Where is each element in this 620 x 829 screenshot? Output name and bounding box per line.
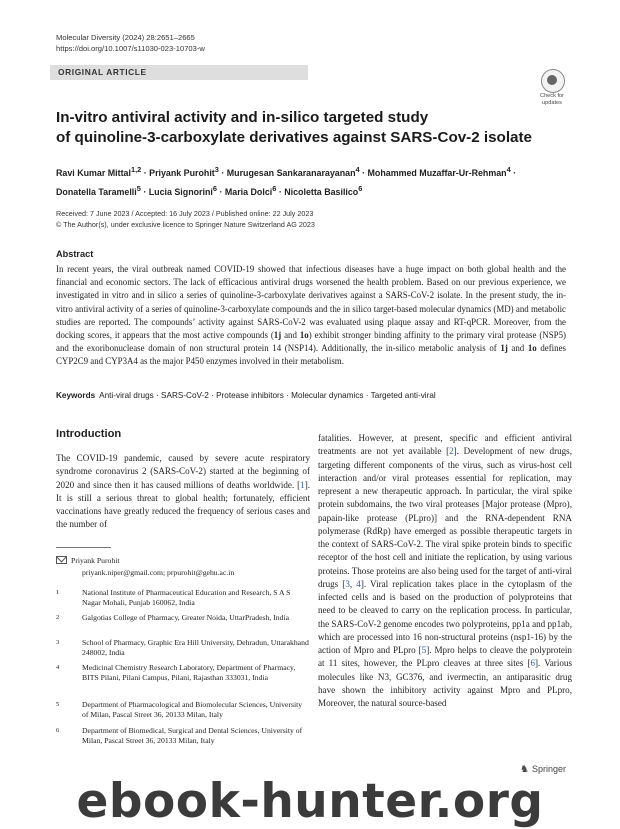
author[interactable]: · Lucia Signorini (140, 187, 213, 198)
citation-link[interactable]: 3 (345, 578, 350, 589)
affiliation-6: 6 Department of Biomedical, Surgical and Dental Sciences, University of Milan, Pascal Street 36, 20133 Milan, Italy (56, 726, 303, 746)
citation-link[interactable]: 4 (356, 578, 361, 589)
affiliation-2: 2 Galgotias College of Pharmacy, Greater Noida, UttarPradesh, India (56, 613, 289, 622)
keywords-text: Anti-viral drugs · SARS-CoV-2 · Protease inhibitors · Molecular dynamics · Targeted anti-viral (99, 391, 436, 400)
citation-link[interactable]: 2 (449, 446, 454, 457)
check-updates-icon (541, 69, 565, 93)
article-title (56, 108, 536, 147)
author[interactable]: Ravi Kumar Mittal (56, 167, 131, 178)
introduction-heading: Introduction (56, 428, 122, 440)
author[interactable]: · Maria Dolci (216, 187, 273, 198)
copyright-notice: © The Author(s), under exclusive licence to Springer Nature Switzerland AG 2023 (56, 219, 315, 229)
check-updates-label: Check for updates (540, 93, 564, 106)
corresponding-author: Priyank Purohit (71, 556, 120, 565)
footnote-divider (56, 547, 111, 548)
journal-citation: Molecular Diversity (2024) 28:2651–2665 (56, 33, 195, 42)
introduction-left-column: The COVID-19 pandemic, caused by severe acute respiratory syndrome coronavirus 2 (SARS-CoV-2) started at the beginning of 2020 and since then it has caused millions of deaths worldwide. [1]. It is still a serious threat to global health; fortunately, efficient vaccinations have greatly reduced the frequency of serious cases and the number of (56, 453, 310, 530)
citation-link[interactable]: 5 (421, 645, 427, 655)
springer-horse-icon: ♞ (520, 764, 529, 775)
check-for-updates-badge[interactable] (536, 69, 568, 109)
section-label: ORIGINAL ARTICLE (58, 67, 147, 77)
affiliation-4: 4 Medicinal Chemistry Research Laboratory, Department of Pharmacy, BITS Pilani, Pilani Campus, Pilani, Rajasthan 333031, India (56, 663, 296, 683)
correspondence (56, 555, 234, 578)
title-line-1: In-vitro antiviral activity and in-silico targeted study (56, 109, 429, 126)
journal-header (56, 33, 205, 54)
abstract-heading: Abstract (56, 249, 94, 259)
author[interactable]: Donatella Taramelli (56, 187, 137, 198)
publication-dates (56, 209, 315, 230)
introduction-right-column: fatalities. However, at present, specific and efficient antiviral treatments are not yet available [2]. Development of new drugs, targeting different components of the virus, such as virus-host cell interaction and/or viral proteases essential for replication, may represent a new therapeutic approach. In particular, the viral spike protein subdomains, the two viral proteases [Major protease (Mpro), papain-like protease (PLpro)] and the RNA-dependent RNA polymerase (RdRp) have emerged as possible therapeutic targets in the context of SARS-CoV-2. The viral spike protein binds to specific receptor of the host cell and initiate the replication, by using various proteins. Those proteins are also being used for the target of anti-viral drugs [3, 4]. Viral replication takes place in the cytoplasm of the infected cells and is based on the production of polyproteins that need to be cleaved to carry on the replication process. In particular, the SARS-CoV-2 genome encodes two polyproteins, pp1a and pp1ab, which are processed into 16 non-structural proteins (nsp1-16) by the action of Mpro and PLpro [5]. Mpro helps to cleave the polyprotein at 11 sites, however, the PLpro cleaves at three sites [6]. Various molecules like N3, GC376, and ivermectin, an antiparasitic drug have shown the inhibitory activity against Mpro and PLpro, Moreover, the natural source-based (318, 433, 572, 708)
abstract-text: In recent years, the viral outbreak named COVID-19 showed that infectious diseases have a huge impact on both global health and the financial and economic sectors. The lack of efficacious antiviral drugs worsened the health problem. Based on our previous experience, we investigated in vitro and in silico a series of quinoline-3-carboxylate derivatives against a SARS-CoV-2 isolate. In the present study, the in-vitro antiviral activity of a series of quinoline-3-carboxylate compounds and the in silico target-based molecular dynamics (MD) and metabolic studies are reported. The compounds’ activity against SARS-CoV-2 was evaluated using plaque assay and RT-qPCR. Moreover, from the docking scores, it appears that the most active compounds (1j and 1o) exhibit stronger binding affinity to the primary viral protease (NSP5) and the exoribonuclease domain of non structural protein 14 (NSP14). Additionally, the in-silico metabolic analysis of 1j and 1o defines CYP2C9 and CYP3A4 as the major P450 enzymes involved in their metabolism. (56, 264, 566, 367)
affiliation-3: 3 School of Pharmacy, Graphic Era Hill University, Dehradun, Uttarakhand 248002, India (56, 638, 309, 658)
keywords (56, 391, 436, 400)
author-list: Ravi Kumar Mittal$^{1,2}$ · Priyank Purohit$^3$ · Murugesan Sankaranarayanan$^4$ · Mohammed Muzaffar-Ur-Rehman$^4$ · Donatella Taramelli$^5$ · Lucia Signorini$^6$ · Maria Dolci$^6$ · Nicoletta Basilico$^6$ (56, 165, 517, 198)
author[interactable]: · Mohammed Muzaffar-Ur-Rehman (359, 167, 507, 178)
affiliation-1: 1 National Institute of Pharmaceutical Education and Research, S A S Nagar Mohali, Punjab 160062, India (56, 588, 291, 608)
author[interactable]: · Nicoletta Basilico (276, 187, 359, 198)
watermark: ebook-hunter.org (76, 774, 544, 829)
mail-icon (56, 556, 67, 564)
author[interactable]: · Murugesan Sankaranarayanan (218, 167, 356, 178)
history-dates: Received: 7 June 2023 / Accepted: 16 July 2023 / Published online: 22 July 2023 (56, 209, 314, 218)
affiliation-5: 5 Department of Pharmacological and Biomolecular Sciences, University of Milan, Pascal Street 36, 20133 Milan, Italy (56, 700, 303, 720)
publisher-name: Springer (531, 764, 566, 774)
author[interactable]: · Priyank Purohit (141, 167, 215, 178)
keywords-label: Keywords (56, 391, 96, 400)
citation-link[interactable]: 6 (530, 658, 535, 669)
citation-link[interactable]: 1 (300, 479, 305, 490)
journal-doi[interactable]: https://doi.org/10.1007/s11030-023-10703-w (56, 43, 205, 53)
section-band (50, 65, 308, 80)
email-address[interactable]: priyank.niper@gmail.com; prpurohit@gehu.ac.in (82, 567, 235, 577)
title-line-2: of quinoline-3-carboxylate derivatives against SARS-Cov-2 isolate (56, 128, 533, 146)
